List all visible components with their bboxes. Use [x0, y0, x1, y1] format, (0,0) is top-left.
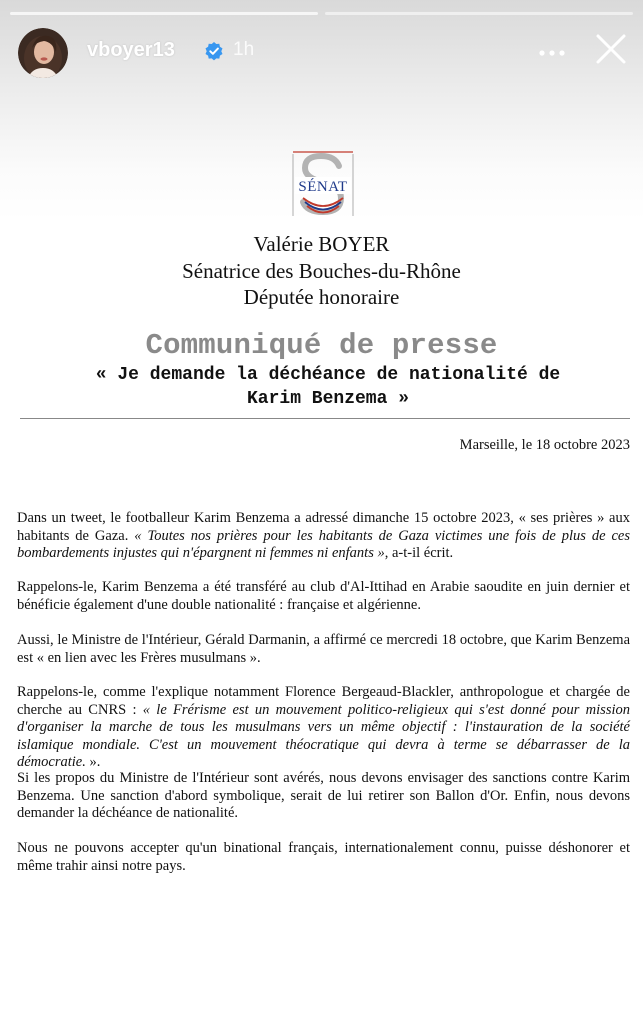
paragraph-1-quote: « Toutes nos prières pour les habitants de Gaza victimes une fois de plus de ces bombardements injustes qui n'épargnent ni femmes ni enfants » — [17, 527, 630, 561]
paragraph-4-text-c: ». — [85, 754, 101, 770]
press-release-title: Communiqué de presse — [145, 329, 498, 362]
author-honor: Députée honoraire — [243, 285, 400, 309]
paragraph-1-text-a: Dans un tweet, le footballeur Karim Benzema a adressé dimanche 15 octobre 2023, « ses prières » aux habitants de Gaza. — [17, 510, 630, 544]
story-timestamp: 1h — [233, 39, 255, 60]
username[interactable]: vboyer13 — [87, 39, 175, 61]
paragraph-1-text-c: , a-t-il écrit. — [384, 545, 454, 561]
story-progress-bar-1 — [10, 12, 318, 15]
paragraph-4 — [17, 684, 630, 772]
paragraph-4-text-a: Rappelons-le, comme l'explique notamment Florence Bergeaud-Blackler, anthropologue et chargée de cherche au CNRS : — [17, 684, 630, 718]
more-options-icon[interactable] — [536, 37, 568, 69]
paragraph-1 — [17, 510, 630, 563]
paragraph-2: Rappelons-le, Karim Benzema a été transféré au club d'Al-Ittihad en Arabie saoudite en juin dernier et bénéficie également d'une double nationalité : française et algérienne. — [17, 579, 630, 613]
senat-logo-text: SÉNAT — [298, 179, 348, 195]
place-date: Marseille, le 18 octobre 2023 — [459, 437, 630, 453]
author-role: Sénatrice des Bouches-du-Rhône — [182, 259, 461, 283]
paragraph-5: Si les propos du Ministre de l'Intérieur sont avérés, nous devons envisager des sanctions contre Karim Benzema. Une sanction d'abord symbolique, serait de lui retirer son Ballon d'Or. Enfin, nous devons demander la déchéance de nationalité. — [17, 770, 630, 821]
paragraph-4-quote: « le Frérisme est un mouvement politico-religieux qui s'est donné pour mission d'organiser la marche de tous les musulmans vers un même objectif : l'instauration de la société islamique mondiale. C'est un mouvement théocratique qui devra à terme se débarrasser de la démocratie. — [17, 701, 630, 770]
senat-logo — [281, 148, 365, 224]
verified-badge-icon — [204, 41, 224, 61]
paragraph-6: Nous ne pouvons accepter qu'un binational français, internationalement connu, puisse déshonorer et même trahir ainsi notre pays. — [17, 840, 630, 874]
subtitle-line-2: Karim Benzema » — [246, 389, 410, 409]
paragraph-3: Aussi, le Ministre de l'Intérieur, Gérald Darmanin, a affirmé ce mercredi 18 octobre, que Karim Benzema est « en lien avec les Frères musulmans ». — [17, 632, 630, 666]
press-release-subtitle — [40, 363, 616, 411]
author-name: Valérie BOYER — [253, 232, 390, 256]
title-divider — [20, 418, 630, 419]
story-header — [18, 28, 627, 80]
avatar[interactable] — [18, 28, 68, 78]
story-progress-bar-2 — [325, 12, 633, 15]
close-icon[interactable] — [594, 32, 628, 66]
subtitle-line-1: « Je demande la déchéance de nationalité de — [95, 365, 561, 385]
